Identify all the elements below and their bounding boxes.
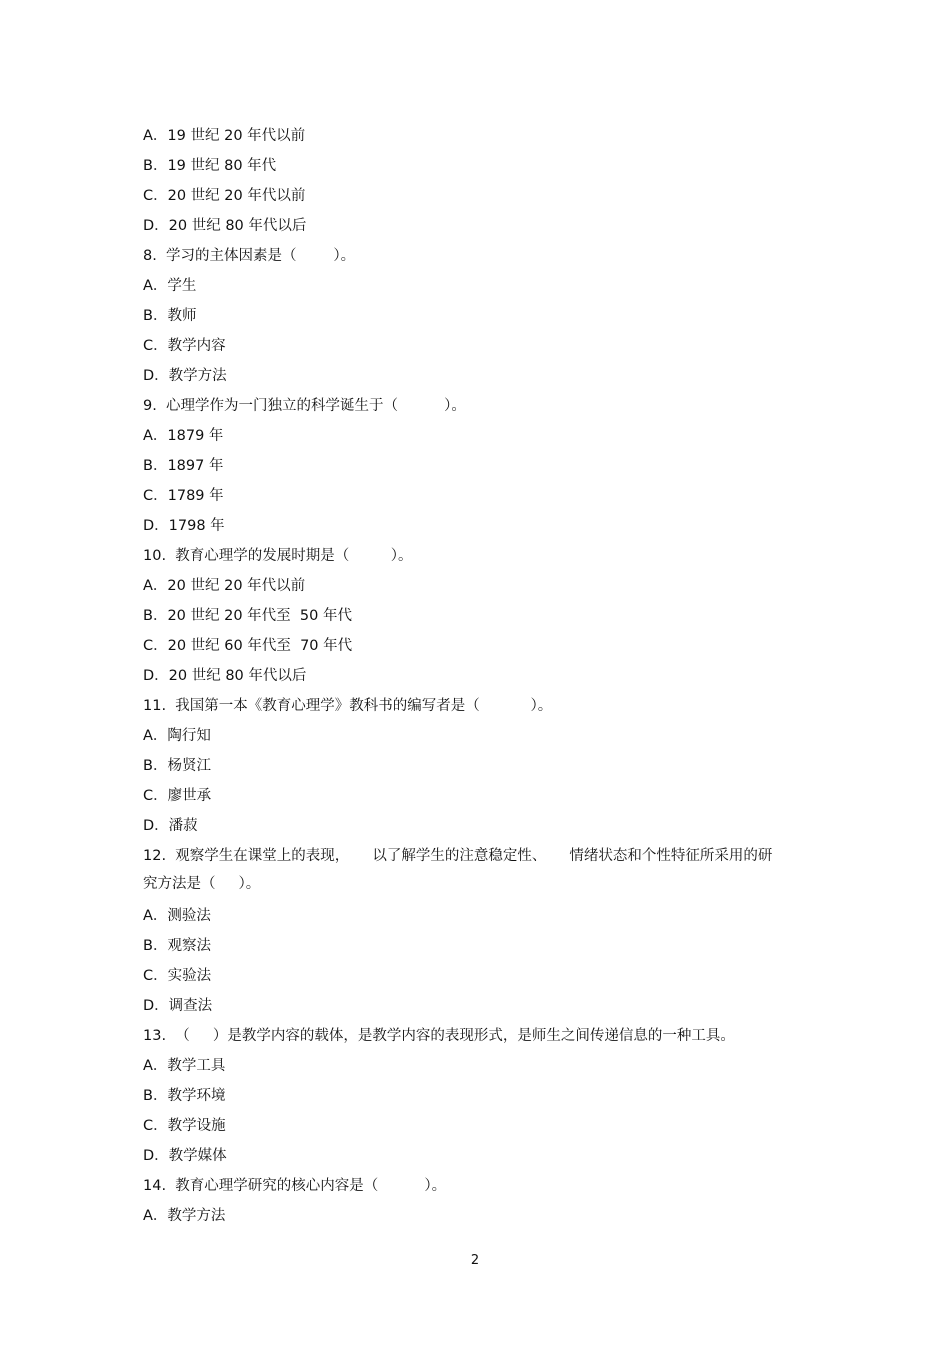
- option-line: B．1897 年: [143, 458, 224, 474]
- option-line: A．19 世纪 20 年代以前: [143, 128, 306, 144]
- question-list: [143, 126, 803, 1236]
- option-line: C．1789 年: [143, 488, 224, 504]
- option-line: D．教学媒体: [143, 1148, 227, 1164]
- question-8: 8. 学习的主体因素是（ ）。: [143, 248, 356, 264]
- question-14: 14. 教育心理学研究的核心内容是（ ）。: [143, 1178, 447, 1194]
- option-line: C．20 世纪 60 年代至 70 年代: [143, 638, 353, 654]
- option-line: C．廖世承: [143, 788, 212, 804]
- question-11: 11. 我国第一本《教育心理学》教科书的编写者是（ ）。: [143, 698, 553, 714]
- option-line: D．调查法: [143, 998, 213, 1014]
- option-line: B．教学环境: [143, 1088, 226, 1104]
- option-line: B．杨贤江: [143, 758, 211, 774]
- option-line: D．20 世纪 80 年代以后: [143, 218, 307, 234]
- option-line: A．学生: [143, 278, 197, 294]
- option-line: B．教师: [143, 308, 197, 324]
- option-line: D．教学方法: [143, 368, 227, 384]
- question-12: 12. 观察学生在课堂上的表现， 以了解学生的注意稳定性、 情绪状态和个性特征所采用的研: [143, 848, 773, 864]
- option-line: B．19 世纪 80 年代: [143, 158, 277, 174]
- option-line: D．20 世纪 80 年代以后: [143, 668, 307, 684]
- option-line: C．教学设施: [143, 1118, 226, 1134]
- option-line: A．1879 年: [143, 428, 224, 444]
- option-line: A．测验法: [143, 908, 211, 924]
- option-line: C．教学内容: [143, 338, 226, 354]
- option-line: B．20 世纪 20 年代至 50 年代: [143, 608, 352, 624]
- option-line: C．20 世纪 20 年代以前: [143, 188, 306, 204]
- question-12-continued: 究方法是（ ）。: [143, 876, 261, 892]
- option-line: C．实验法: [143, 968, 212, 984]
- option-line: A．20 世纪 20 年代以前: [143, 578, 306, 594]
- question-13: 13. （ ）是教学内容的载体，是教学内容的表现形式，是师生之间传递信息的一种工具。: [143, 1028, 735, 1044]
- option-line: D．潘菽: [143, 818, 198, 834]
- page-number: 2: [470, 1253, 480, 1268]
- question-9: 9. 心理学作为一门独立的科学诞生于（ ）。: [143, 398, 466, 414]
- option-line: D．1798 年: [143, 518, 225, 534]
- option-line: A．陶行知: [143, 728, 211, 744]
- option-line: B．观察法: [143, 938, 211, 954]
- option-line: A．教学工具: [143, 1058, 226, 1074]
- option-line: A．教学方法: [143, 1208, 226, 1224]
- question-10: 10. 教育心理学的发展时期是（ ）。: [143, 548, 413, 564]
